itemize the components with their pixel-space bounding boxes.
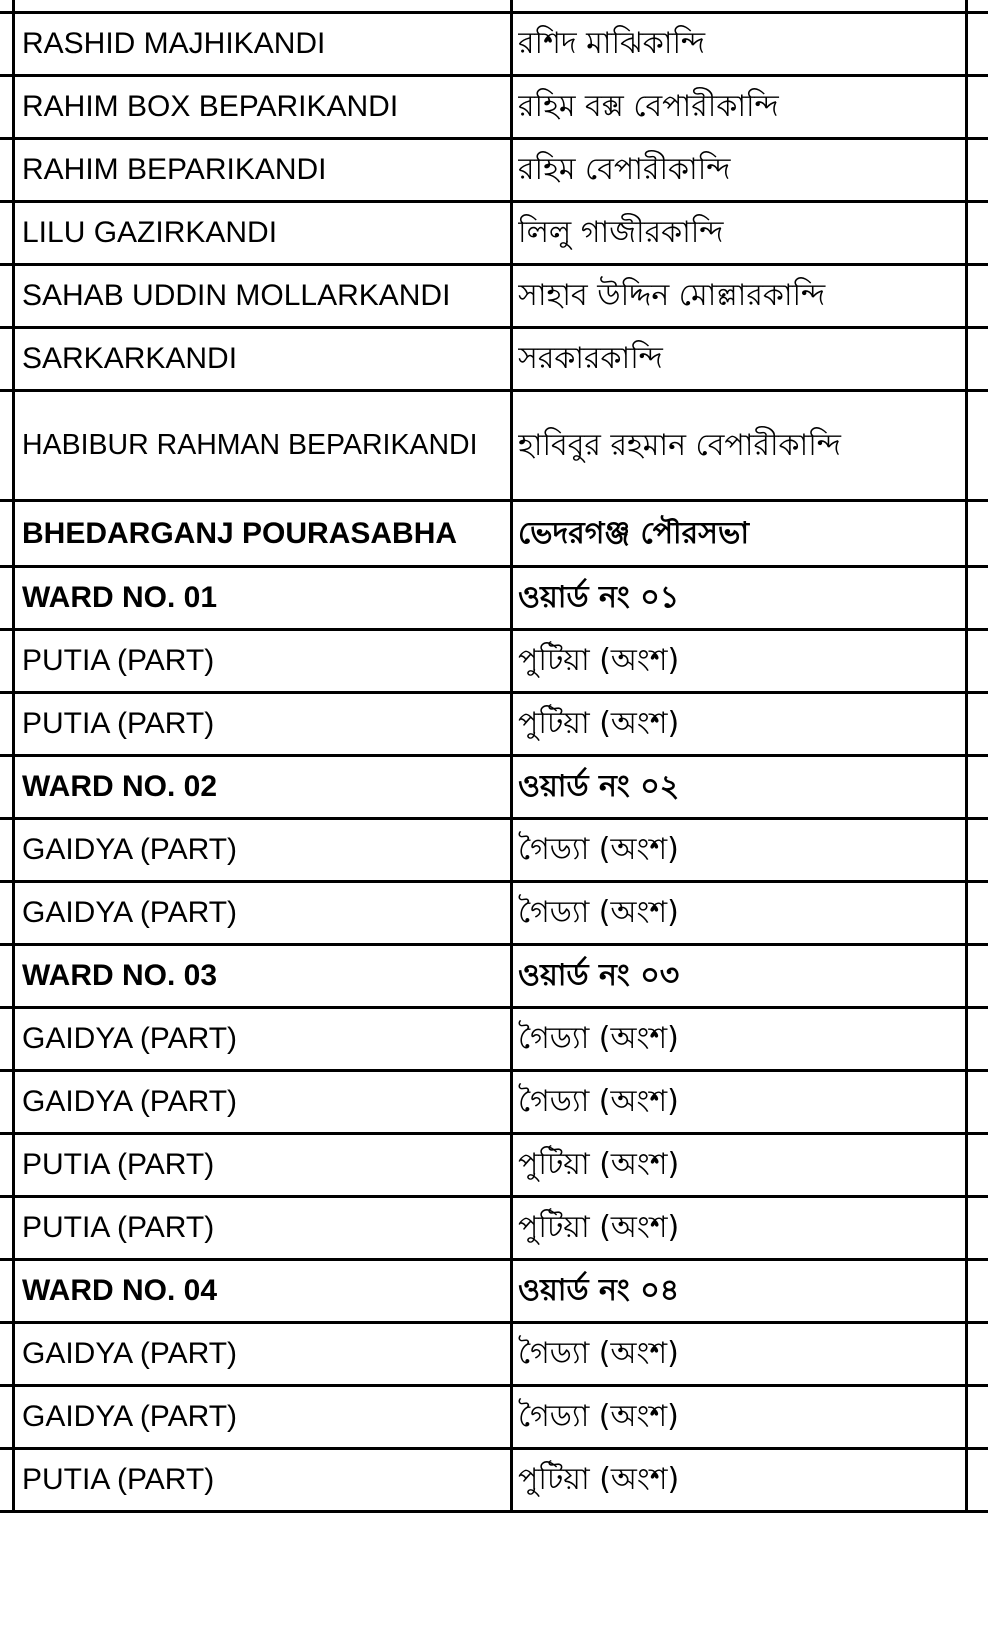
english-name-cell: GAIDYA (PART): [22, 1400, 238, 1433]
bengali-name-cell: ভেদরগঞ্জ পৌরসভা: [518, 515, 750, 551]
english-name-cell: SARKARKANDI: [22, 342, 238, 375]
bengali-name-cell: পুটিয়া (অংশ): [518, 643, 680, 678]
bengali-name-cell: গৈড্যা (অংশ): [518, 832, 679, 867]
english-name-cell: WARD NO. 02: [22, 770, 218, 803]
bengali-name-cell: গৈড্যা (অংশ): [518, 1084, 679, 1119]
bengali-name-cell: রহিম বেপারীকান্দি: [518, 152, 731, 187]
bengali-name-cell: গৈড্যা (অংশ): [518, 895, 679, 930]
bengali-name-cell: ওয়ার্ড নং ০২: [518, 769, 680, 804]
english-name-cell: GAIDYA (PART): [22, 1337, 238, 1370]
english-name-cell: WARD NO. 04: [22, 1274, 218, 1307]
english-name-cell: SAHAB UDDIN MOLLARKANDI: [22, 279, 451, 312]
english-name-cell: PUTIA (PART): [22, 1211, 215, 1244]
bengali-name-cell: সরকারকান্দি: [518, 341, 663, 376]
english-name-cell: GAIDYA (PART): [22, 1085, 238, 1118]
row-divider: [0, 1510, 988, 1513]
bengali-name-cell: ওয়ার্ড নং ০৩: [518, 958, 680, 993]
english-name-cell: GAIDYA (PART): [22, 833, 238, 866]
column-divider: [12, 0, 15, 1513]
bengali-name-cell: ওয়ার্ড নং ০৪: [518, 1273, 680, 1308]
english-name-cell: RAHIM BEPARIKANDI: [22, 153, 327, 186]
english-name-cell: WARD NO. 01: [22, 581, 218, 614]
bengali-name-cell: গৈড্যা (অংশ): [518, 1336, 679, 1371]
english-name-cell: RAHIM BOX BEPARIKANDI: [22, 90, 399, 123]
bengali-name-cell: সাহাব উদ্দিন মোল্লারকান্দি: [518, 278, 826, 313]
bengali-name-cell: পুটিয়া (অংশ): [518, 1462, 680, 1497]
english-name-cell: GAIDYA (PART): [22, 1022, 238, 1055]
bengali-name-cell: রশিদ মাঝিকান্দি: [518, 26, 706, 61]
english-name-cell: GAIDYA (PART): [22, 896, 238, 929]
bengali-name-cell: গৈড্যা (অংশ): [518, 1021, 679, 1056]
english-name-cell: WARD NO. 03: [22, 959, 218, 992]
english-name-cell: PUTIA (PART): [22, 1148, 215, 1181]
bengali-name-cell: পুটিয়া (অংশ): [518, 1147, 680, 1182]
bengali-name-cell: ওয়ার্ড নং ০১: [518, 580, 680, 615]
english-name-cell: BHEDARGANJ POURASABHA: [22, 516, 458, 550]
english-name-cell: RASHID MAJHIKANDI: [22, 27, 326, 60]
bengali-name-cell: হাবিবুর রহমান বেপারীকান্দি: [518, 427, 841, 463]
bengali-name-cell: গৈড্যা (অংশ): [518, 1399, 679, 1434]
english-name-cell: HABIBUR RAHMAN BEPARIKANDI: [22, 429, 478, 462]
english-name-cell: PUTIA (PART): [22, 707, 215, 740]
bengali-name-cell: পুটিয়া (অংশ): [518, 706, 680, 741]
bengali-name-cell: লিলু গাজীরকান্দি: [518, 215, 724, 250]
bengali-name-cell: রহিম বক্স বেপারীকান্দি: [518, 89, 779, 124]
bengali-name-cell: পুটিয়া (অংশ): [518, 1210, 680, 1245]
english-name-cell: PUTIA (PART): [22, 644, 215, 677]
english-name-cell: PUTIA (PART): [22, 1463, 215, 1496]
english-name-cell: LILU GAZIRKANDI: [22, 216, 278, 249]
